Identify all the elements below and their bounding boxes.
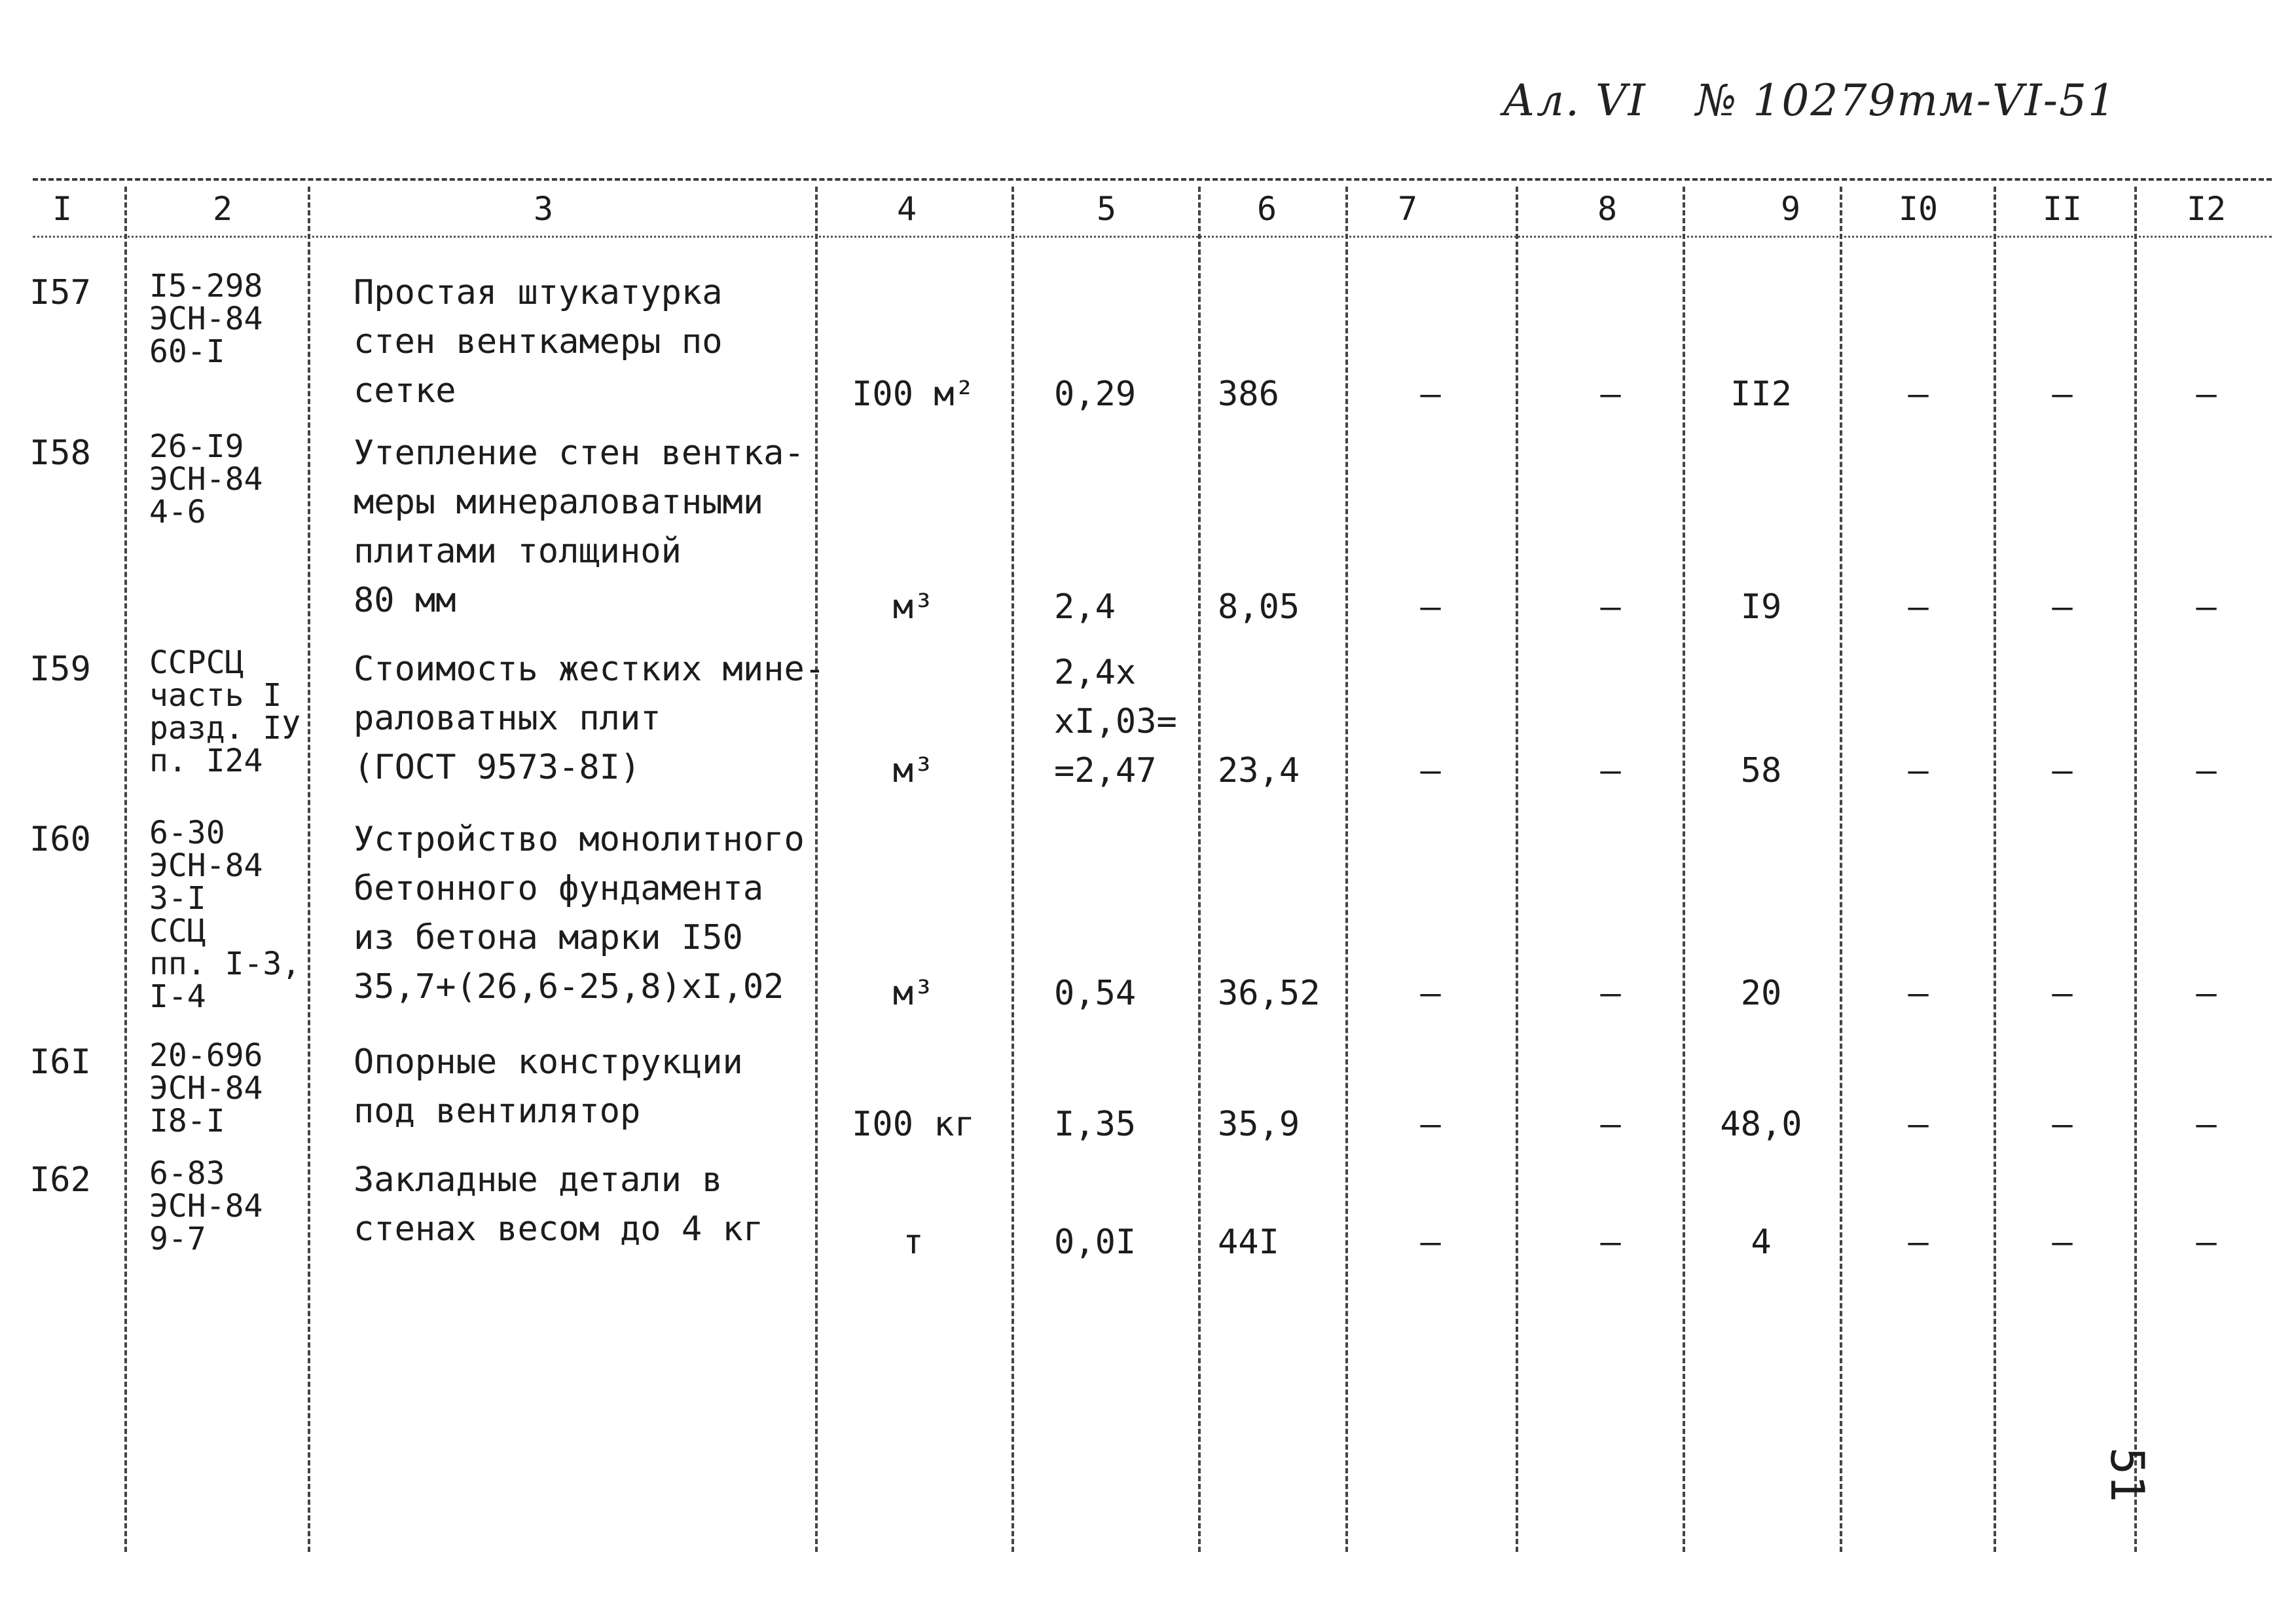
quantity: 2,4х хI,03= =2,47: [1054, 653, 1177, 790]
cell-c8: –: [1600, 751, 1621, 790]
column-divider: [1516, 187, 1518, 1552]
norm-code: 6-83 ЭСН-84 9-7: [149, 1155, 263, 1257]
cell-c8: –: [1600, 974, 1621, 1013]
cell-c7: –: [1420, 1223, 1441, 1262]
column-divider: [124, 187, 127, 1552]
header-bottom-rule: [33, 236, 2272, 238]
cell-c11: –: [2052, 974, 2073, 1013]
column-divider: [1011, 187, 1014, 1552]
work-description: Простая штукатурка стен венткамеры по сетке: [354, 273, 723, 411]
work-description: Устройство монолитного бетонного фундамента из бетона марки I50 35,7+(26,6-25,8)хI,02: [354, 820, 805, 1006]
norm-code: I5-298 ЭСН-84 60-I: [149, 268, 263, 370]
column-divider: [1840, 187, 1842, 1552]
cell-c10: –: [1908, 1223, 1929, 1262]
row-number: I60: [29, 820, 91, 859]
cell-c8: –: [1600, 375, 1621, 414]
quantity: I,35: [1054, 1105, 1137, 1144]
cell-c8: –: [1600, 1223, 1621, 1262]
row-number: I58: [29, 434, 91, 473]
unit-price: 386: [1218, 375, 1279, 414]
cell-c10: –: [1908, 974, 1929, 1013]
cell-c8: –: [1600, 1105, 1621, 1144]
column-header: 2: [212, 190, 233, 228]
cell-c12: –: [2196, 974, 2217, 1013]
unit-price: 8,05: [1218, 587, 1300, 627]
column-header: 6: [1256, 190, 1277, 228]
cell-c12: –: [2196, 751, 2217, 790]
work-description: Стоимость жестких мине- раловатных плит (ГОСТ 9573-8I): [354, 650, 826, 787]
unit-of-measure: т: [903, 1223, 924, 1262]
cell-c10: –: [1908, 375, 1929, 414]
unit-price: 23,4: [1218, 751, 1300, 790]
column-header: I2: [2186, 190, 2227, 228]
album-label: Ал. VI: [1503, 75, 1647, 126]
cell-c12: –: [2196, 1223, 2217, 1262]
unit-of-measure: I00 м²: [852, 375, 975, 414]
page-number: 51: [2100, 1447, 2154, 1503]
cell-c7: –: [1420, 751, 1441, 790]
cell-c12: –: [2196, 1105, 2217, 1144]
quantity: 2,4: [1054, 587, 1116, 627]
document-number: № 10279тм-VI-51: [1696, 75, 2117, 126]
column-header: 5: [1096, 190, 1117, 228]
column-divider: [815, 187, 818, 1552]
column-header: I: [52, 190, 73, 228]
work-description: Утепление стен вентка- меры минераловатными плитами толщиной 80 мм: [354, 434, 805, 620]
unit-price: 35,9: [1218, 1105, 1300, 1144]
cell-c9: 58: [1740, 751, 1782, 790]
unit-price: 44I: [1218, 1223, 1279, 1262]
cell-c9: 48,0: [1720, 1105, 1802, 1144]
unit-of-measure: м³: [892, 587, 934, 627]
cell-c7: –: [1420, 375, 1441, 414]
header-top-rule: [33, 178, 2272, 181]
norm-code: 26-I9 ЭСН-84 4-6: [149, 428, 263, 530]
norm-code: ССРСЦ часть I разд. IУ п. I24: [149, 644, 301, 779]
column-header: 7: [1397, 190, 1418, 228]
cell-c7: –: [1420, 1105, 1441, 1144]
column-divider: [1683, 187, 1685, 1552]
column-divider: [308, 187, 310, 1552]
norm-code: 6-30 ЭСН-84 3-I ССЦ пп. I-3, I-4: [149, 815, 301, 1015]
norm-code: 20-696 ЭСН-84 I8-I: [149, 1037, 263, 1139]
row-number: I62: [29, 1160, 91, 1200]
column-divider: [1198, 187, 1201, 1552]
column-header: I0: [1898, 190, 1939, 228]
quantity: 0,0I: [1054, 1223, 1137, 1262]
cell-c9: I9: [1740, 587, 1782, 627]
row-number: I57: [29, 273, 91, 312]
column-divider: [1994, 187, 1996, 1552]
column-divider: [1345, 187, 1348, 1552]
cell-c11: –: [2052, 1223, 2073, 1262]
cell-c8: –: [1600, 587, 1621, 627]
quantity: 0,29: [1054, 375, 1137, 414]
cell-c11: –: [2052, 375, 2073, 414]
column-header: 4: [896, 190, 917, 228]
cell-c7: –: [1420, 587, 1441, 627]
unit-of-measure: м³: [892, 751, 934, 790]
work-description: Закладные детали в стенах весом до 4 кг: [354, 1160, 764, 1249]
row-number: I59: [29, 650, 91, 689]
quantity: 0,54: [1054, 974, 1137, 1013]
unit-of-measure: I00 кг: [852, 1105, 975, 1144]
cell-c11: –: [2052, 587, 2073, 627]
cell-c12: –: [2196, 587, 2217, 627]
column-divider: [2134, 187, 2137, 1552]
cell-c11: –: [2052, 751, 2073, 790]
cell-c11: –: [2052, 1105, 2073, 1144]
column-header: 9: [1780, 190, 1801, 228]
cell-c9: II2: [1730, 375, 1792, 414]
cell-c10: –: [1908, 1105, 1929, 1144]
column-header: 8: [1597, 190, 1618, 228]
column-header: 3: [533, 190, 554, 228]
column-header: II: [2042, 190, 2083, 228]
unit-price: 36,52: [1218, 974, 1321, 1013]
cell-c12: –: [2196, 375, 2217, 414]
cell-c7: –: [1420, 974, 1441, 1013]
unit-of-measure: м³: [892, 974, 934, 1013]
cell-c10: –: [1908, 751, 1929, 790]
cell-c9: 4: [1751, 1223, 1772, 1262]
row-number: I6I: [29, 1043, 91, 1082]
cell-c9: 20: [1740, 974, 1782, 1013]
work-description: Опорные конструкции под вентилятор: [354, 1043, 743, 1131]
cell-c10: –: [1908, 587, 1929, 627]
